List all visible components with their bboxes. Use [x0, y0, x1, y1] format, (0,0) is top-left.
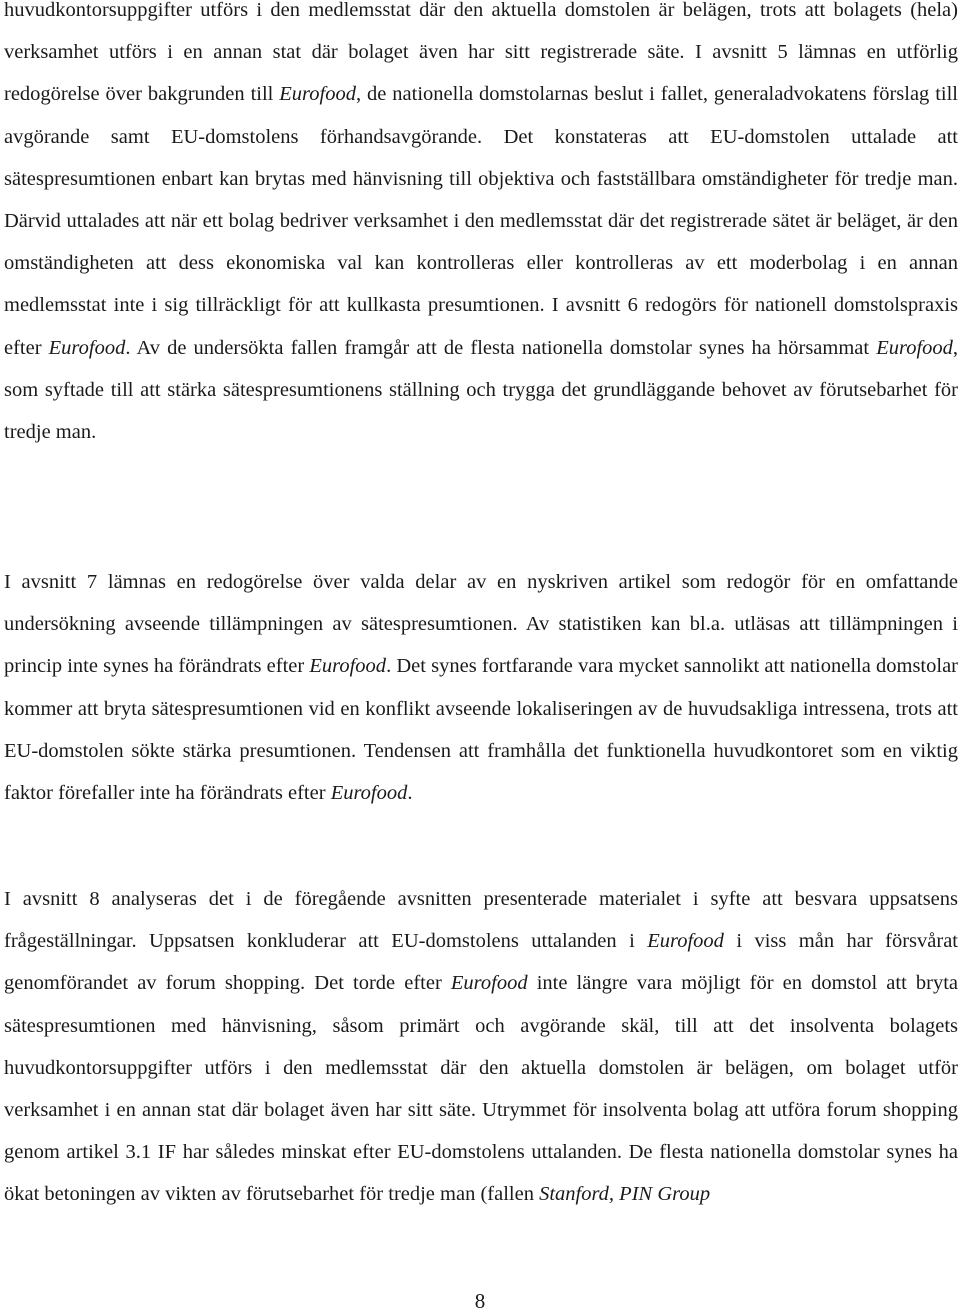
italic-case-name: Eurofood	[647, 930, 724, 953]
text-run: , som syftade till att stärka sätespresumtionens ställning och trygga det grundläggande behovet av förutsebarhet för tredje man.	[4, 336, 959, 444]
text-run: . Av de undersökta fallen framgår att de flesta nationella domstolar synes ha hörsammat	[125, 336, 877, 359]
italic-case-name: Eurofood	[330, 782, 408, 805]
text-run: I avsnitt 7 lämnas en redogörelse över valda delar av en nyskriven artikel som redogör för en omfattande undersökning avseende tillämpningen av sätespresumtionen. Av statistiken kan bl.a. utläsas att tillämpningen i princip inte synes ha förändrats efter	[4, 571, 958, 678]
paragraph-summary-section-8	[4, 878, 958, 1216]
italic-case-name: Eurofood	[279, 83, 356, 106]
paragraph-summary-sections-5-6	[4, 0, 958, 453]
text-run: . Det synes fortfarande vara mycket sannolikt att nationella domstolar kommer att bryta sätespresumtionen vid en konflikt avseende lokaliseringen av de huvudsakliga intressena, trots att EU-domstolen sökte stärka presumtionen. Tendensen att framhålla det funktionella huvudkontoret som en viktig faktor förefaller inte ha förändrats efter	[4, 655, 958, 805]
text-run: , de nationella domstolarnas beslut i fallet, generaladvokatens förslag till avgörande samt EU-domstolens förhandsavgörande. Det konstateras att EU-domstolen uttalade att sätespresumtionen enbart kan brytas med hänvisning till objektiva och fastställbara omständigheter för tredje man. Därvid uttalades att när ett bolag bedriver verksamhet i den medlemsstat där det registrerade sätet är beläget, är den omständigheten att dess ekonomiska val kan kontrolleras eller kontrolleras av ett moderbolag i en annan medlemsstat inte i sig tillräckligt för att kullkasta presumtionen. I avsnitt 6 redogörs för nationell domstolspraxis efter	[4, 83, 958, 359]
page-number: 8	[474, 1289, 486, 1313]
text-run: .	[407, 782, 413, 805]
text-run: inte längre vara möjligt för en domstol att bryta sätespresumtionen med hänvisning, såsom primärt och avgörande skäl, till att det insolventa bolagets huvudkontorsuppgifter utförs i den medlemsstat där den aktuella domstolen är belägen, om bolaget utför verksamhet i en annan stat där bolaget även har sitt säte. Utrymmet för insolventa bolag att utföra forum shopping genom artikel 3.1 IF har således minskat efter EU-domstolens uttalanden. De flesta nationella domstolar synes ha ökat betoningen av vikten av förutsebarhet för tredje man (fallen	[4, 972, 959, 1206]
italic-case-name: Stanford, PIN Group	[539, 1183, 711, 1206]
text-run: i viss mån har försvårat genomförandet av forum shopping. Det torde efter	[4, 930, 958, 995]
italic-case-name: Eurofood	[450, 972, 528, 995]
paragraph-summary-section-7	[4, 561, 958, 814]
text-run: I avsnitt 8 analyseras det i de föregående avsnitten presenterade materialet i syfte att besvara uppsatsens frågeställningar. Uppsatsen konkluderar att EU-domstolens uttalanden i	[4, 888, 958, 953]
italic-case-name: Eurofood	[309, 655, 387, 678]
italic-case-name: Eurofood	[48, 336, 126, 359]
italic-case-name: Eurofood	[876, 336, 953, 359]
text-run: huvudkontorsuppgifter utförs i den medlemsstat där den aktuella domstolen är belägen, trots att bolagets (hela) verksamhet utförs i en annan stat där bolaget även har sitt registrerade säte. I avsnitt 5 lämnas en utförlig redogörelse över bakgrunden till	[4, 0, 958, 106]
